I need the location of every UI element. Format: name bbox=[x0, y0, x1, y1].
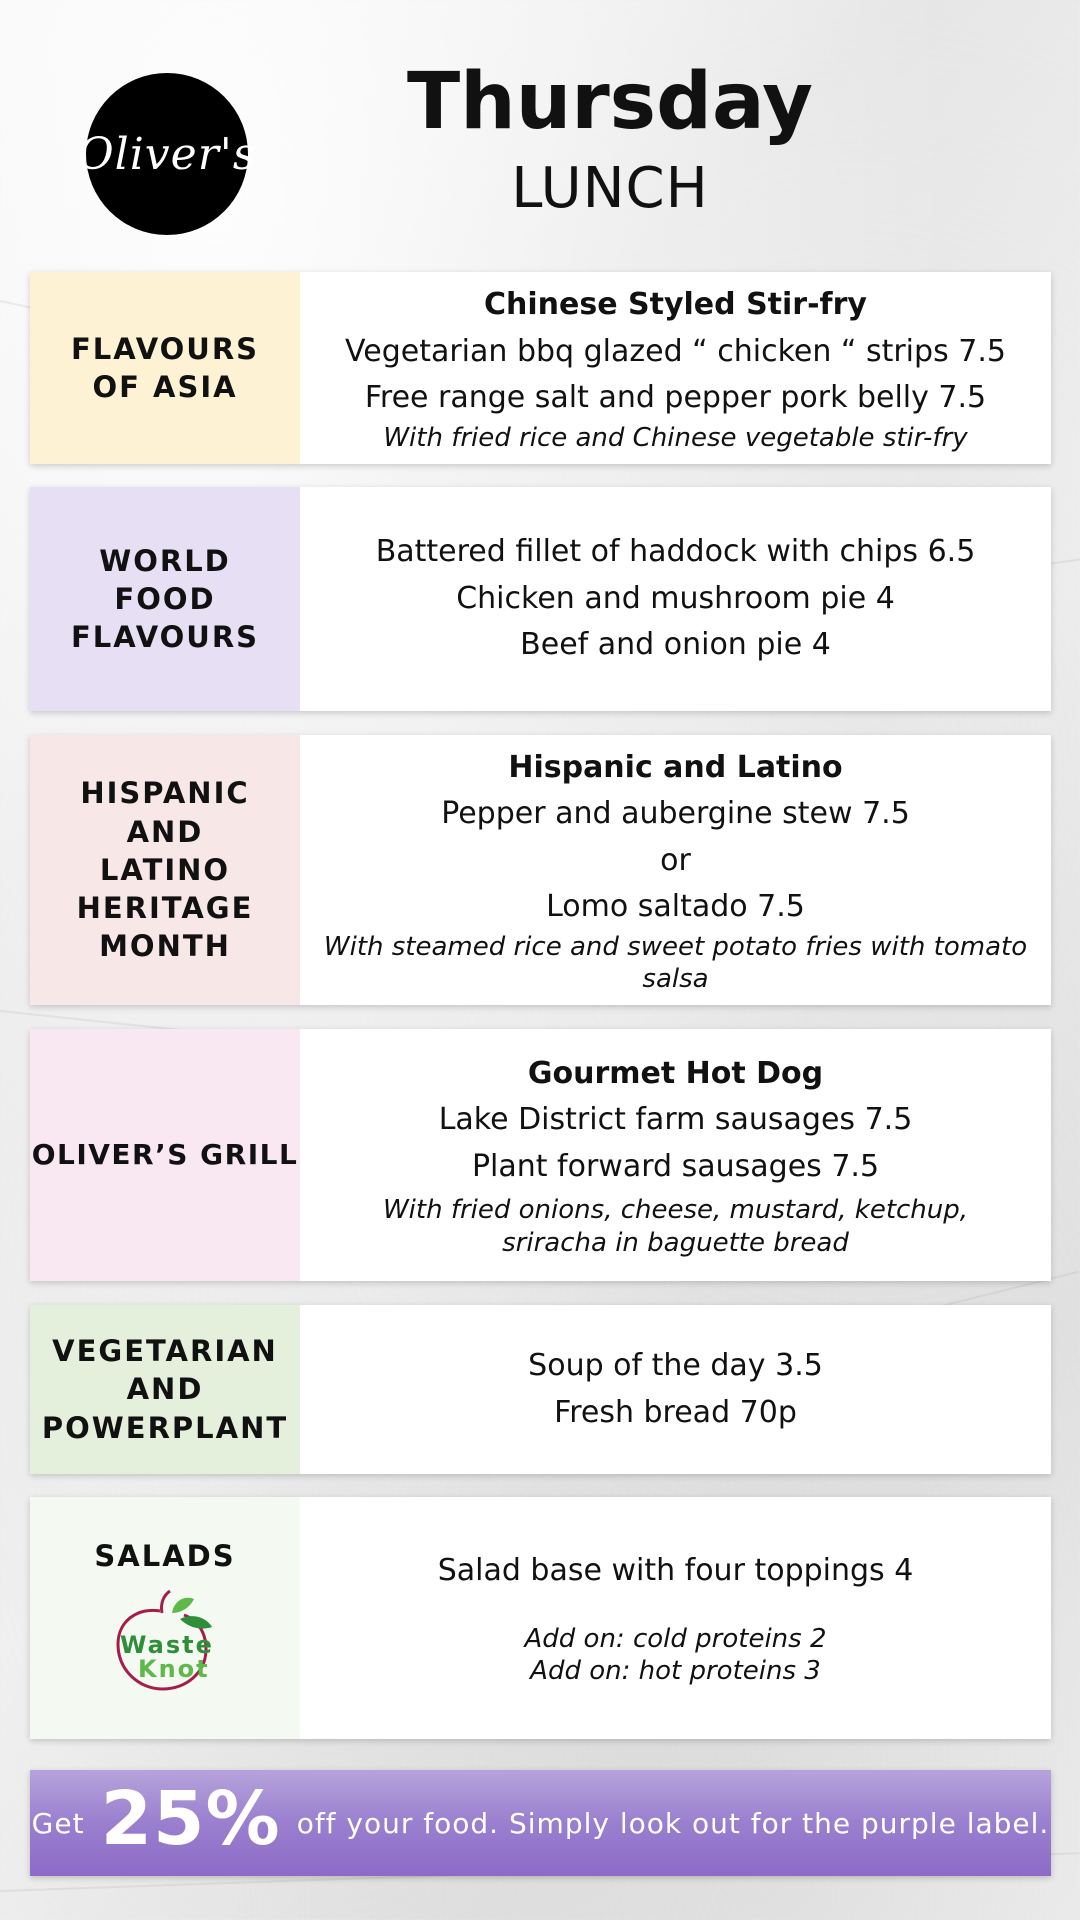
category-vegetarian bbox=[30, 1305, 300, 1474]
dishes-hispanic bbox=[300, 735, 1051, 1005]
dish-item: Lake District farm sausages 7.5 bbox=[438, 1102, 913, 1138]
dishes-vegetarian bbox=[300, 1305, 1051, 1474]
dish-item: Salad base with four toppings 4 bbox=[437, 1553, 914, 1589]
menu-section-world bbox=[30, 487, 1051, 711]
category-world bbox=[30, 487, 300, 711]
dish-heading: Gourmet Hot Dog bbox=[527, 1055, 824, 1091]
dishes-asia bbox=[300, 272, 1051, 464]
dish-item: Beef and onion pie 4 bbox=[520, 627, 831, 663]
banner-post: off your food. Simply look out for the purple label. bbox=[296, 1806, 1050, 1840]
dish-item: Plant forward sausages 7.5 bbox=[471, 1148, 880, 1184]
dishes-salads bbox=[300, 1497, 1051, 1739]
category-label: SALADS bbox=[94, 1538, 236, 1573]
addon-item: Add on: hot proteins 3 bbox=[530, 1656, 821, 1687]
dish-item: Chicken and mushroom pie 4 bbox=[456, 580, 895, 616]
discount-banner bbox=[30, 1770, 1051, 1876]
banner-discount: 25% bbox=[100, 1776, 281, 1862]
banner-pre: Get bbox=[31, 1806, 85, 1840]
category-label: WORLD FOOD FLAVOURS bbox=[70, 543, 260, 655]
dishes-world bbox=[300, 487, 1051, 711]
category-label: FLAVOURS OF ASIA bbox=[70, 331, 260, 404]
menu-section-hispanic bbox=[30, 735, 1051, 1005]
menu-section-asia bbox=[30, 272, 1051, 464]
category-hispanic bbox=[30, 735, 300, 1005]
dish-item: Free range salt and pepper pork belly 7.5 bbox=[364, 380, 987, 415]
olivers-logo bbox=[77, 73, 257, 235]
category-salads bbox=[30, 1497, 300, 1739]
dish-item: Vegetarian bbq glazed “ chicken “ strips 7.5 bbox=[345, 333, 1006, 369]
dish-note: With steamed rice and sweet potato fries with tomato salsa bbox=[323, 931, 1028, 994]
dish-heading: Hispanic and Latino bbox=[508, 749, 843, 785]
dish-item: Soup of the day 3.5 bbox=[528, 1348, 823, 1383]
waste-text: Waste bbox=[120, 1631, 214, 1660]
dish-item: Battered fillet of haddock with chips 6.5 bbox=[375, 534, 976, 570]
knot-text: Knot bbox=[138, 1655, 210, 1684]
logo-text: Oliver's bbox=[77, 128, 257, 180]
category-grill bbox=[30, 1029, 300, 1281]
menu-section-grill bbox=[30, 1029, 1051, 1281]
dish-item: or bbox=[660, 842, 691, 878]
dish-item: Pepper and aubergine stew 7.5 bbox=[441, 796, 910, 831]
dish-note: With fried rice and Chinese vegetable stir-fry bbox=[383, 422, 968, 453]
waste-knot-logo bbox=[110, 1589, 220, 1699]
dish-note: With fried onions, cheese, mustard, ketchup, sriracha in baguette bread bbox=[382, 1195, 969, 1258]
dish-item: Lomo saltado 7.5 bbox=[546, 889, 805, 924]
page-subtitle: LUNCH bbox=[511, 156, 709, 221]
dish-heading: Chinese Styled Stir-fry bbox=[484, 287, 867, 322]
category-label: OLIVER’S GRILL bbox=[31, 1137, 299, 1171]
category-label: HISPANIC AND LATINO HERITAGE MONTH bbox=[76, 776, 254, 964]
menu-section-vegetarian bbox=[30, 1305, 1051, 1474]
menu-section-salads bbox=[30, 1497, 1051, 1739]
addon-item: Add on: cold proteins 2 bbox=[524, 1623, 827, 1654]
dish-item: Fresh bread 70p bbox=[554, 1394, 797, 1430]
category-label: VEGETARIAN AND POWERPLANT bbox=[41, 1334, 289, 1445]
category-asia bbox=[30, 272, 300, 464]
dishes-grill bbox=[300, 1029, 1051, 1281]
page-title: Thursday bbox=[406, 57, 814, 147]
